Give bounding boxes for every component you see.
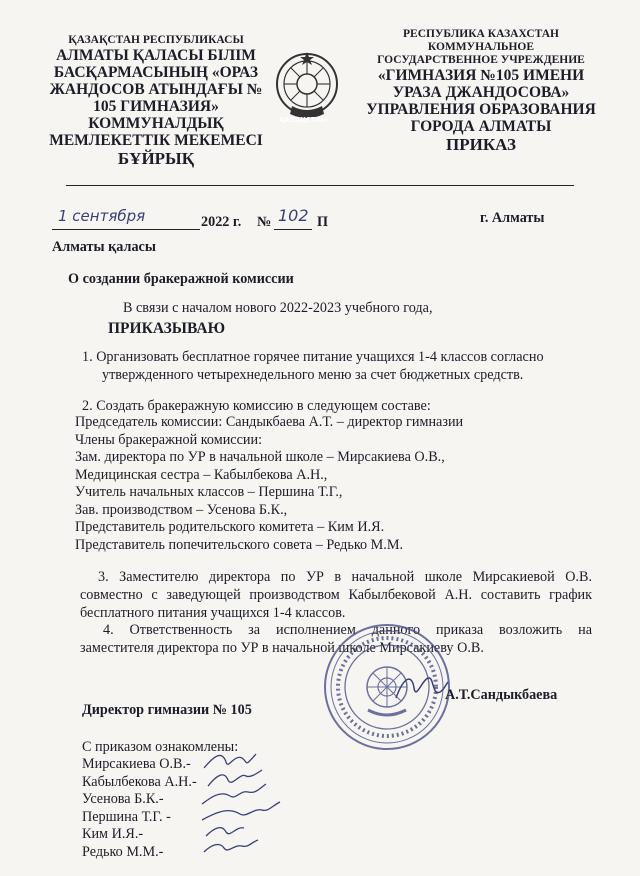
acquainted-name: Редько М.М.- — [82, 843, 164, 860]
acquainted-name: Ким И.Я.- — [82, 826, 144, 843]
header-right-line: УПРАВЛЕНИЯ ОБРАЗОВАНИЯ — [366, 101, 596, 118]
item-4-line: 4. Ответственность за исполнением данного приказа возложить на — [103, 622, 592, 638]
commission-line: Зам. директора по УР в начальной школе – Мирсакиева О.В., — [75, 449, 445, 465]
header-right-line: «ГИМНАЗИЯ №105 ИМЕНИ — [377, 67, 585, 84]
order-word: ПРИКАЗЫВАЮ — [108, 320, 226, 337]
item-3-line: бесплатного питания учащихся 1-4 классов. — [80, 605, 346, 621]
director-title: Директор гимназии № 105 — [82, 702, 252, 718]
city-kz: Алматы қаласы — [52, 239, 156, 255]
acquainted-name: Усенова Б.К.- — [82, 791, 164, 808]
director-signature — [392, 670, 450, 706]
staff-signatures — [200, 748, 290, 860]
header-left-line: 105 ГИМНАЗИЯ» — [93, 98, 219, 115]
commission-line: Представитель родительского комитета – Ким И.Я. — [75, 519, 385, 535]
header-left-line: АЛМАТЫ ҚАЛАСЫ БІЛІМ — [56, 47, 256, 64]
header-right-line: КОММУНАЛЬНОЕ — [427, 41, 535, 53]
order-subject: О создании бракеражной комиссии — [68, 271, 294, 287]
acquainted-name: Першина Т.Г. - — [82, 808, 171, 825]
order-title-kz: БҰЙРЫҚ — [117, 149, 195, 168]
acquainted-title: С приказом ознакомлены: — [82, 739, 239, 755]
header-left-line: БАСҚАРМАСЫНЫҢ «ОРАЗ — [53, 64, 259, 81]
number-sign: № — [257, 214, 272, 230]
emblem-caption: ҚАЗАҚСТАН — [279, 116, 327, 124]
handwritten-number: 102 — [278, 206, 309, 225]
header-left-line: ЖАНДОСОВ АТЫНДАҒЫ № — [49, 81, 263, 98]
order-suffix: П — [317, 214, 329, 230]
commission-list — [75, 414, 463, 554]
header-left-line: МЕМЛЕКЕТТІК МЕКЕМЕСІ — [49, 132, 263, 149]
city-ru: г. Алматы — [480, 210, 545, 226]
acquainted-list — [82, 756, 197, 862]
director-name: А.Т.Сандыкбаева — [445, 687, 558, 703]
acquainted-name: Кабылбекова А.Н.- — [82, 773, 197, 790]
header-right-line: РЕСПУБЛИКА КАЗАХСТАН — [403, 28, 559, 40]
commission-line: Зав. производством – Усенова Б.К., — [75, 501, 288, 518]
item-2-heading: 2. Создать бракеражную комиссию в следующем составе: — [82, 398, 431, 414]
item-1-line: 1. Организовать бесплатное горячее питание учащихся 1-4 классов согласно — [82, 349, 544, 365]
header-right-line: ГОРОДА АЛМАТЫ — [410, 118, 552, 135]
header-left-line: ҚАЗАҚСТАН РЕСПУБЛИКАСЫ — [68, 34, 244, 46]
order-title-ru: ПРИКАЗ — [446, 135, 516, 154]
header-left — [36, 34, 276, 167]
item-1-line: утвержденного четырехнедельного меню за счет бюджетных средств. — [102, 367, 524, 383]
header-left-line: КОММУНАЛДЫҚ — [88, 115, 224, 132]
commission-line: Учитель начальных классов – Першина Т.Г., — [75, 484, 343, 500]
item-3-line: совместно с заведующей производством Кабылбековой А.Н. составить график — [80, 587, 592, 603]
order-year: 2022 г. — [201, 214, 242, 230]
commission-line: Председатель комиссии: Сандыкбаева А.Т. – директор гимназии — [75, 414, 464, 430]
commission-line: Члены бракеражной комиссии: — [75, 431, 263, 448]
commission-line: Медицинская сестра – Кабылбекова А.Н., — [75, 466, 328, 483]
header-right-line: ГОСУДАРСТВЕННОЕ УЧРЕЖДЕНИЕ — [377, 54, 585, 66]
commission-line: Представитель попечительского совета – Редько М.М. — [75, 536, 403, 553]
handwritten-date: 1 сентября — [58, 207, 146, 225]
item-3-line: 3. Заместителю директора по УР в начальной школе Мирсакиевой О.В. — [98, 569, 592, 585]
header-divider — [66, 185, 574, 186]
header-right — [362, 28, 600, 153]
item-4-line: заместителя директора по УР в начальной школе Мирсакиеву О.В. — [80, 640, 484, 656]
acquainted-name: Мирсакиева О.В.- — [82, 756, 191, 772]
header-right-line: УРАЗА ДЖАНДОСОВА» — [392, 84, 570, 101]
intro-text: В связи с началом нового 2022-2023 учебного года, — [123, 300, 433, 316]
